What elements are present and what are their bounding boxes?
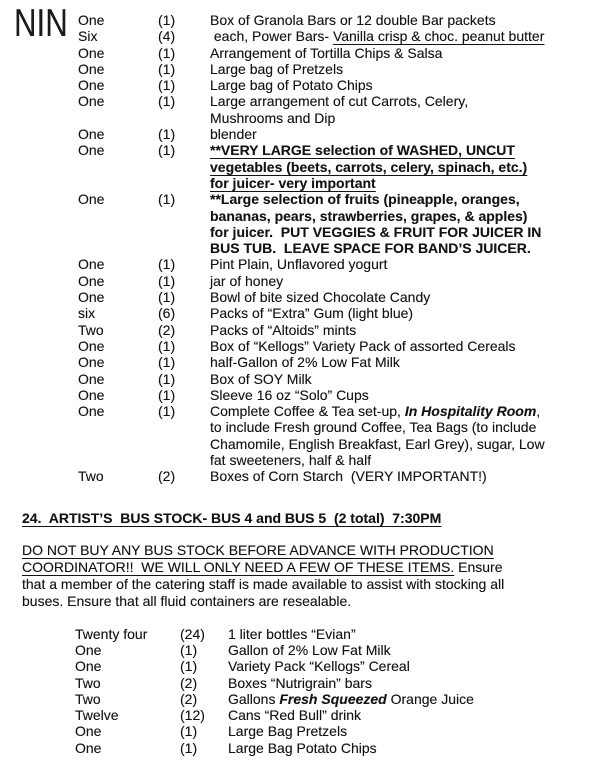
text-segment: 1 liter bottles “Evian” <box>228 625 356 642</box>
description-line <box>210 256 600 272</box>
text-segment: Bowl of bite sized Chocolate Candy <box>210 289 431 306</box>
text-segment: Orange Juice <box>386 690 474 707</box>
item-description <box>210 338 600 354</box>
description-line <box>210 142 600 158</box>
description-line <box>210 371 600 387</box>
item-description <box>210 28 600 44</box>
list-item <box>0 322 600 338</box>
description-line <box>228 691 600 707</box>
description-line <box>210 338 600 354</box>
quantity-word: One <box>75 739 102 756</box>
text-segment: BUS TUB. LEAVE SPACE FOR BAND’S JUICER. <box>210 240 531 257</box>
quantity-number: (1) <box>158 256 176 273</box>
description-line <box>210 289 600 305</box>
description-line <box>210 224 600 240</box>
text-segment: Sleeve 16 oz “Solo” Cups <box>210 386 369 403</box>
text-segment: half-Gallon of 2% Low Fat Milk <box>210 354 400 371</box>
quantity-number: (1) <box>158 77 176 94</box>
description-line <box>228 626 600 642</box>
description-line <box>210 12 600 28</box>
description-line <box>210 28 600 44</box>
text-segment: for juicer. PUT VEGGIES & FRUIT FOR JUICER IN <box>210 223 542 240</box>
item-description <box>228 707 600 723</box>
text-segment: Fresh Squeezed <box>279 690 387 707</box>
list-item <box>0 256 600 272</box>
quantity-number: (2) <box>180 690 198 707</box>
item-description <box>210 142 600 191</box>
description-line <box>210 93 600 109</box>
text-segment: Gallon of 2% Low Fat Milk <box>228 641 391 658</box>
description-line <box>22 593 588 610</box>
description-line <box>228 675 600 691</box>
quantity-number: (1) <box>158 403 176 420</box>
description-line <box>210 110 600 126</box>
text-segment: Large bag of Potato Chips <box>210 77 373 94</box>
text-segment: **Large selection of fruits (pineapple, oranges, <box>210 191 520 208</box>
quantity-word: One <box>78 12 105 28</box>
quantity-number: (1) <box>180 723 198 740</box>
quantity-number: (1) <box>158 272 176 289</box>
text-segment: Box of “Kellogs” Variety Pack of assorted Cereals <box>210 337 516 354</box>
quantity-word: One <box>78 93 105 110</box>
text-segment: Vanilla crisp & choc. peanut butter <box>332 28 545 45</box>
text-segment: Ensure <box>454 558 503 575</box>
list-item <box>0 61 600 77</box>
item-description <box>228 723 600 739</box>
quantity-number: (1) <box>180 739 198 756</box>
text-segment: to include Fresh ground Coffee, Tea Bags (to include <box>210 419 537 436</box>
list-item <box>0 126 600 142</box>
text-segment: bananas, pears, strawberries, grapes, & apples) <box>210 207 528 224</box>
text-segment: Boxes of Corn Starch (VERY IMPORTANT!) <box>210 468 487 485</box>
description-line <box>210 175 600 191</box>
quantity-word: One <box>75 723 102 740</box>
description-line <box>210 240 600 256</box>
item-description <box>228 626 600 642</box>
quantity-word: Two <box>75 674 101 691</box>
text-segment: Packs of “Extra” Gum (light blue) <box>210 305 414 322</box>
item-description <box>228 658 600 674</box>
list-item <box>0 289 600 305</box>
list-item <box>0 740 600 756</box>
quantity-number: (2) <box>158 468 176 485</box>
description-line <box>210 403 600 419</box>
item-description <box>210 305 600 321</box>
nin-logo: NIN <box>14 2 68 45</box>
quantity-number: (1) <box>180 658 198 675</box>
item-description <box>210 191 600 256</box>
quantity-word: One <box>78 403 105 420</box>
text-segment: that a member of the catering staff is made available to assist with stocking all <box>22 575 505 592</box>
description-line <box>228 642 600 658</box>
quantity-number: (1) <box>158 354 176 371</box>
text-segment: jar of honey <box>210 272 284 289</box>
list-item <box>0 468 600 484</box>
description-line <box>210 387 600 403</box>
text-segment: Box of Granola Bars or 12 double Bar packets <box>210 12 496 28</box>
hospitality-item-list <box>0 12 600 485</box>
description-line <box>210 273 600 289</box>
description-line <box>210 159 600 175</box>
quantity-word: Two <box>75 690 101 707</box>
list-item <box>0 305 600 321</box>
item-description <box>228 642 600 658</box>
quantity-number: (1) <box>158 12 176 28</box>
text-segment: vegetables (beets, carrots, celery, spinach, etc.) <box>210 158 528 175</box>
section-heading <box>22 509 600 527</box>
list-item <box>0 658 600 674</box>
quantity-word: Twenty four <box>75 625 148 642</box>
quantity-number: (1) <box>158 93 176 110</box>
text-segment: Large arrangement of cut Carrots, Celery, <box>210 93 469 110</box>
quantity-word: One <box>78 126 105 143</box>
item-description <box>210 273 600 289</box>
item-description <box>210 256 600 272</box>
description-line <box>22 559 588 576</box>
quantity-number: (1) <box>180 641 198 658</box>
description-line <box>210 436 600 452</box>
quantity-word: One <box>78 44 105 61</box>
list-item <box>0 338 600 354</box>
quantity-number: (1) <box>158 126 176 143</box>
list-item <box>0 12 600 28</box>
quantity-word: One <box>78 191 105 208</box>
item-description <box>210 61 600 77</box>
list-item <box>0 691 600 707</box>
description-line <box>210 354 600 370</box>
quantity-word: One <box>75 658 102 675</box>
text-segment: Cans “Red Bull” drink <box>228 707 362 724</box>
text-segment: COORDINATOR!! WE WILL ONLY NEED A FEW OF THESE ITEMS. <box>22 558 455 575</box>
item-description <box>228 691 600 707</box>
item-description <box>210 322 600 338</box>
list-item <box>0 723 600 739</box>
bus-stock-item-list <box>0 626 600 756</box>
list-item <box>0 273 600 289</box>
quantity-word: One <box>78 77 105 94</box>
quantity-number: (1) <box>158 337 176 354</box>
text-segment: blender <box>210 126 257 143</box>
quantity-word: One <box>78 337 105 354</box>
quantity-word: six <box>78 305 96 322</box>
item-description <box>228 740 600 756</box>
item-description <box>210 93 600 126</box>
description-line <box>22 576 588 593</box>
list-item <box>0 354 600 370</box>
quantity-number: (1) <box>158 191 176 208</box>
quantity-number: (12) <box>180 707 205 724</box>
description-line <box>210 77 600 93</box>
quantity-word: Two <box>78 468 104 485</box>
text-segment: Variety Pack “Kellogs” Cereal <box>228 658 410 675</box>
quantity-number: (6) <box>158 305 176 322</box>
item-description <box>210 126 600 142</box>
description-line <box>210 126 600 142</box>
text-segment: **VERY LARGE selection of WASHED, UNCUT <box>210 142 515 159</box>
description-line <box>210 452 600 468</box>
list-item <box>0 142 600 191</box>
description-line <box>210 45 600 61</box>
quantity-number: (4) <box>158 28 176 45</box>
description-line <box>210 419 600 435</box>
quantity-word: One <box>78 142 105 159</box>
list-item <box>0 371 600 387</box>
description-line <box>228 707 600 723</box>
quantity-word: Six <box>78 28 98 45</box>
text-segment: Chamomile, English Breakfast, Earl Grey), sugar, Low <box>210 435 545 452</box>
description-line <box>210 191 600 207</box>
quantity-number: (1) <box>158 289 176 306</box>
list-item <box>0 45 600 61</box>
section-heading-text: 24. ARTIST’S BUS STOCK- BUS 4 and BUS 5 (2 total) 7:30PM <box>22 509 442 526</box>
quantity-number: (2) <box>158 321 176 338</box>
description-line <box>228 740 600 756</box>
text-segment: Large Bag Pretzels <box>228 723 348 740</box>
list-item <box>0 642 600 658</box>
quantity-number: (2) <box>180 674 198 691</box>
quantity-word: One <box>75 641 102 658</box>
list-item <box>0 707 600 723</box>
text-segment: Pint Plain, Unflavored yogurt <box>210 256 388 273</box>
item-description <box>210 403 600 468</box>
quantity-word: Two <box>78 321 104 338</box>
item-description <box>210 468 600 484</box>
list-item <box>0 675 600 691</box>
text-segment: Box of SOY Milk <box>210 370 312 387</box>
quantity-word: One <box>78 386 105 403</box>
text-segment: Packs of “Altoids” mints <box>210 321 357 338</box>
text-segment: , <box>536 403 541 420</box>
text-segment: fat sweeteners, half & half <box>210 452 372 469</box>
quantity-number: (24) <box>180 625 205 642</box>
quantity-number: (1) <box>158 370 176 387</box>
bus-stock-note <box>22 542 588 610</box>
item-description <box>210 371 600 387</box>
description-line <box>228 658 600 674</box>
item-description <box>210 45 600 61</box>
list-item <box>0 403 600 468</box>
item-description <box>228 675 600 691</box>
description-line <box>22 542 588 559</box>
quantity-word: One <box>78 272 105 289</box>
quantity-number: (1) <box>158 386 176 403</box>
description-line <box>210 322 600 338</box>
text-segment: Large Bag Potato Chips <box>228 739 377 756</box>
list-item <box>0 77 600 93</box>
list-item <box>0 28 600 44</box>
list-item <box>0 387 600 403</box>
description-line <box>228 723 600 739</box>
text-segment: Gallons <box>228 690 280 707</box>
quantity-number: (1) <box>158 44 176 61</box>
quantity-number: (1) <box>158 60 176 77</box>
text-segment: for juicer- very important <box>210 174 376 191</box>
quantity-word: One <box>78 370 105 387</box>
description-line <box>210 305 600 321</box>
item-description <box>210 387 600 403</box>
text-segment: each, Power Bars- <box>210 28 333 45</box>
quantity-word: One <box>78 60 105 77</box>
quantity-word: Twelve <box>75 707 119 724</box>
description-line <box>210 61 600 77</box>
text-segment: Large bag of Pretzels <box>210 60 344 77</box>
quantity-word: One <box>78 256 105 273</box>
list-item <box>0 626 600 642</box>
text-segment: Boxes “Nutrigrain” bars <box>228 674 372 691</box>
item-description <box>210 289 600 305</box>
text-segment: In Hospitality Room <box>404 403 537 420</box>
list-item <box>0 191 600 256</box>
quantity-word: One <box>78 354 105 371</box>
quantity-word: One <box>78 289 105 306</box>
text-segment: Mushrooms and Dip <box>210 109 336 126</box>
text-segment: Arrangement of Tortilla Chips & Salsa <box>210 44 443 61</box>
text-segment: buses. Ensure that all fluid containers are resealable. <box>22 592 352 609</box>
item-description <box>210 12 600 28</box>
item-description <box>210 354 600 370</box>
text-segment: DO NOT BUY ANY BUS STOCK BEFORE ADVANCE WITH PRODUCTION <box>22 541 494 558</box>
quantity-number: (1) <box>158 142 176 159</box>
list-item <box>0 93 600 126</box>
description-line <box>210 468 600 484</box>
text-segment: Complete Coffee & Tea set-up, <box>210 403 405 420</box>
description-line <box>210 208 600 224</box>
item-description <box>210 77 600 93</box>
